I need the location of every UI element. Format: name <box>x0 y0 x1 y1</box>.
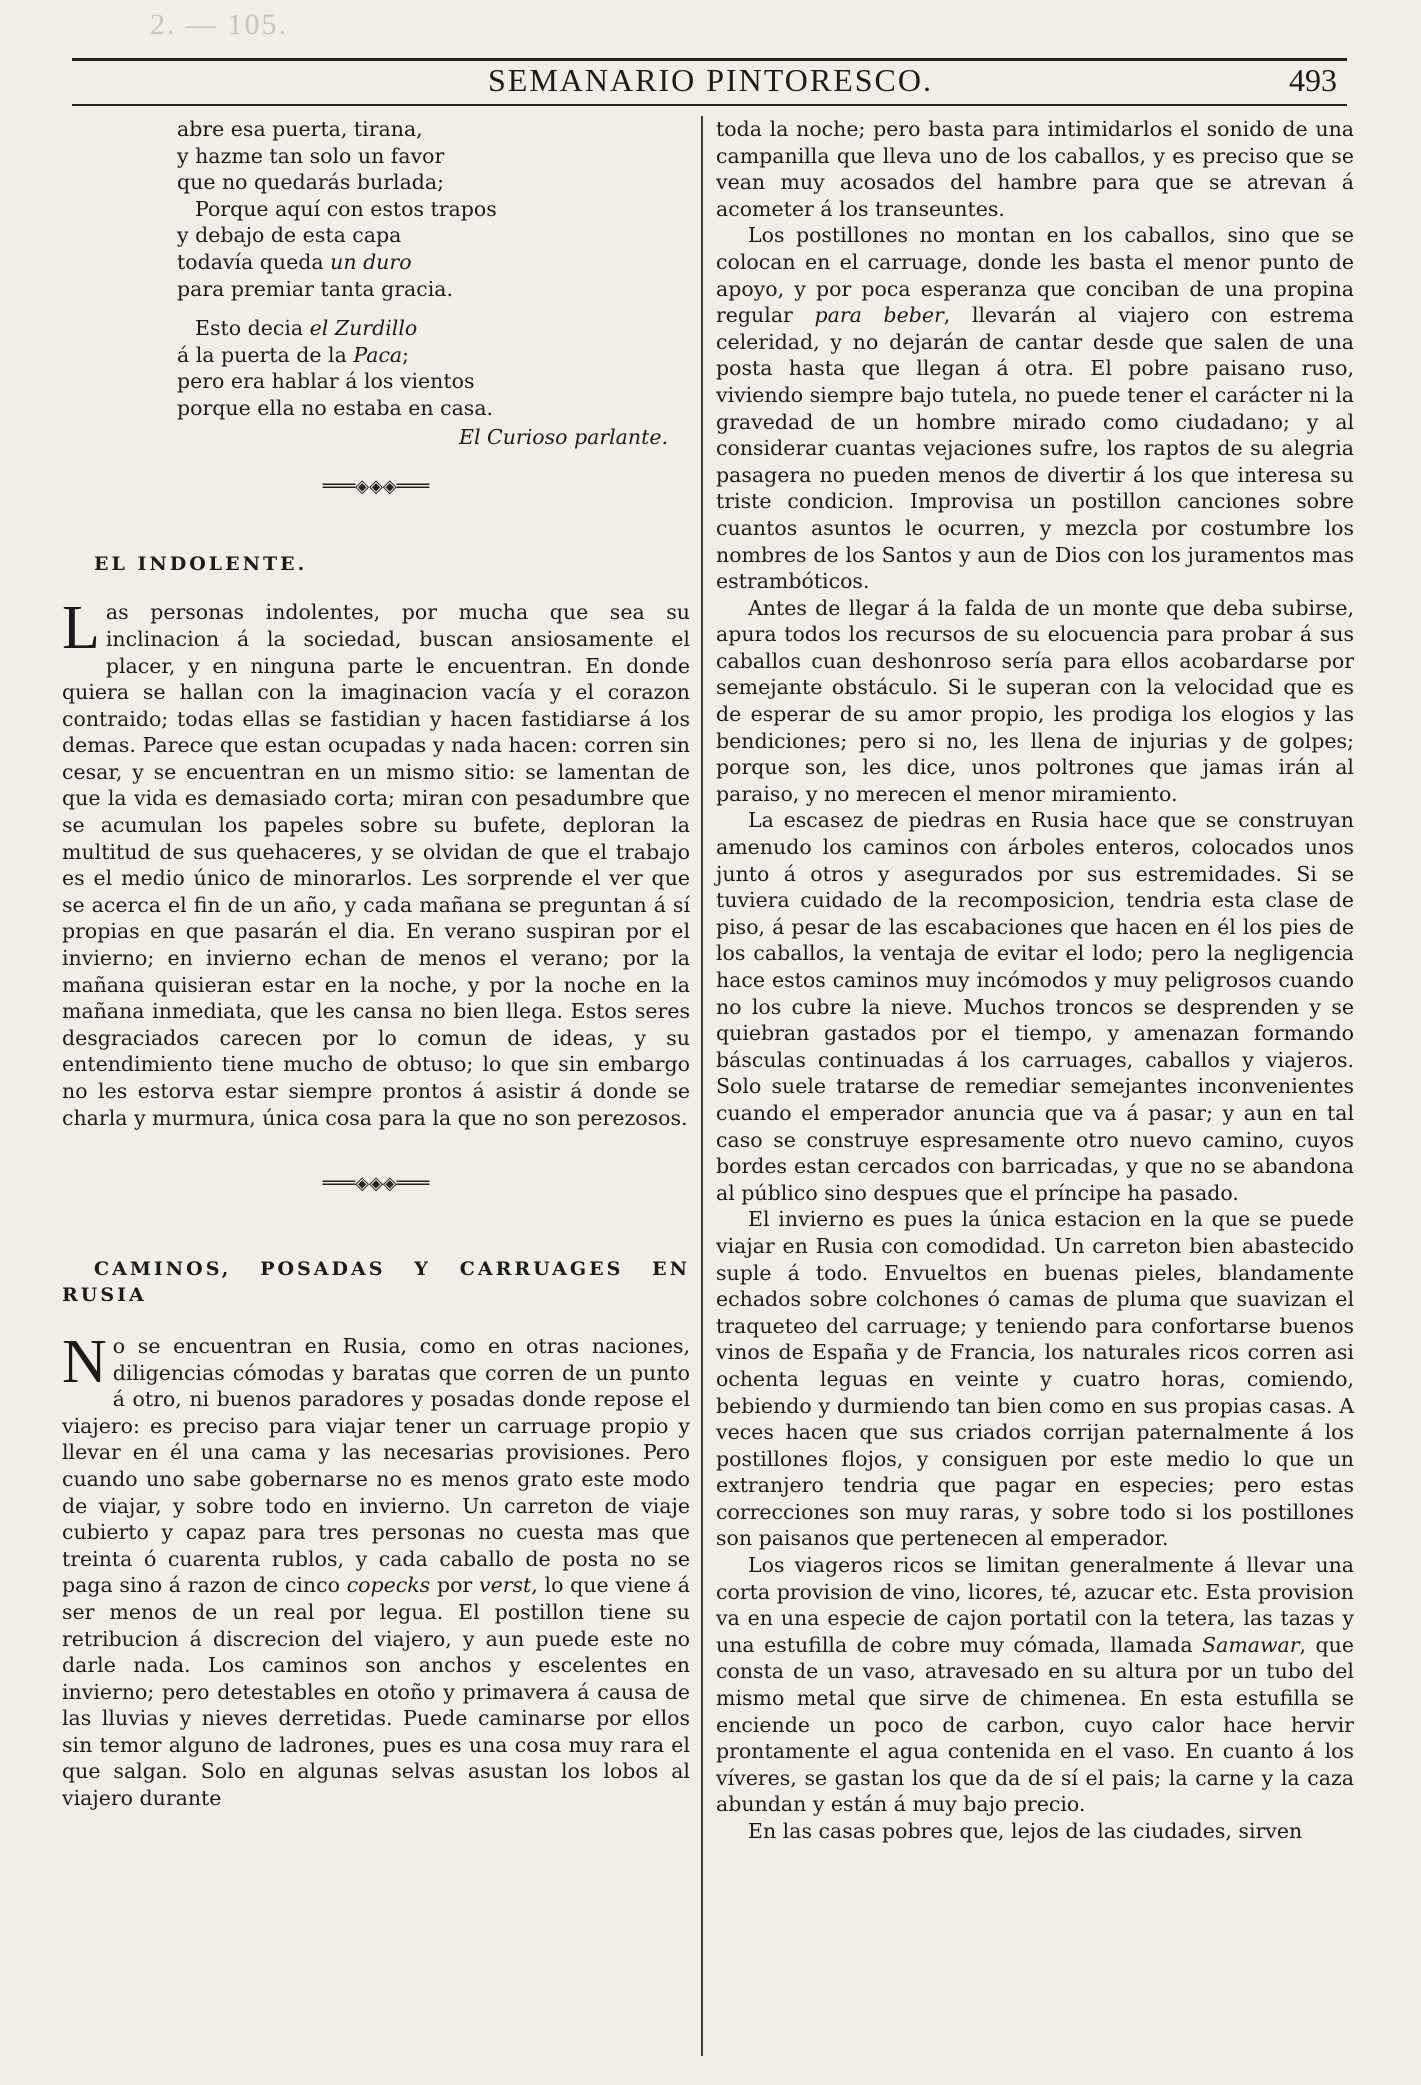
emphasis: verst <box>478 1573 532 1598</box>
article-paragraph <box>716 222 1354 594</box>
article-paragraph: La escasez de piedras en Rusia hace que se construyan amenudo los caminos con árboles enteros, colocados unos junto á otros y asegurados por sus estremidades. Si se tuviera cuidado de la recomposicion, tendria esta clase de piso, á pesar de las escabaciones que hacen en él los pies de los caballos, la ventaja de evitar el lodo; pero la negligencia hace estos caminos muy incómodos y muy peligrosos cuando no los cubre la nieve. Muchos troncos se desprenden y se quiebran gastados por el tiempo, y amenazan formando básculas continuadas á los carruages, caballos y viajeros. Solo suele tratarse de remediar semejantes inconvenientes cuando el emperador anuncia que va á pasar; y aun en tal caso se construye espresamente otro nuevo camino, cuyos bordes estan cercados con barricadas, y que no se abandona al público sino despues que el príncipe ha pasado. <box>716 808 1354 1205</box>
ornament: ═══◈◈◈═══ <box>322 1173 430 1195</box>
poem-emphasis: Paca <box>353 342 403 367</box>
paragraph-text: , llevarán al viajero con estrema celeridad, y no dejarán de cantar desde que salen de una posta hasta que llegan á otra. El pobre paisano ruso, viviendo siempre bajo tutela, no puede tener el carácter ni la gravedad de un hombre mirado como ciudadano; y al considerar cuantas vejaciones sufre, los raptos de su alegria pasagera no pueden menos de divertir á los que interesa su triste condicion. Improvisa un postillon canciones sobre cuantos asuntos le ocurren, y mezcla por costumbre los nombres de los Santos y aun de Dios con los juramentos mas estrambóticos. <box>716 303 1354 594</box>
page-number: 493 <box>1289 62 1337 98</box>
ornament: ═══◈◈◈═══ <box>322 476 430 498</box>
right-column <box>716 116 1354 1845</box>
section-title-indolente: EL INDOLENTE. <box>94 552 308 575</box>
emphasis: para beber <box>814 303 944 328</box>
article-paragraph <box>716 1552 1354 1818</box>
poem-line: abre esa puerta, tirana, <box>177 117 423 141</box>
poem-line <box>177 249 690 276</box>
emphasis: Samawar <box>1202 1632 1300 1657</box>
poem-text: Esto decia <box>195 316 304 341</box>
paragraph-text: as personas indolentes, por mucha que sea su inclinacion á la sociedad, buscan ansiosamente el placer, y en ninguna parte le encuentran. En donde quiera se hallan con la imaginacion vacía y el corazon contraido; todas ellas se fastidian y hacen fastidiarse á los demas. Parece que estan ocupadas y nada hacen: corren sin cesar, y se encuentran en un mismo sitio: se lamentan de que la vida es demasiado corta; miran con pesadumbre que se acumulan los papeles sobre su bufete, deploran la multitud de sus quehaceres, y se olvidan de que el trabajo es el medio único de minorarlos. Les sorprende el ver que se acerca el fin de un año, y cada mañana se preguntan á sí propias en que pasarán el dia. En verano suspiran por el invierno; en invierno echan de menos el verano; por la mañana quisieran estar en la noche, y por la noche en la mañana inmediata, que les cansa no bien llega. Estos seres desgraciados carecen por lo comun de ideas, y su entendimiento tiene mucho de obtuso; lo que sin embargo no les estorva estar siempre prontos á asistir á donde se charla y murmura, única cosa para la que no son perezosos. <box>62 600 690 1130</box>
poem-stanza-1 <box>177 116 690 302</box>
paragraph-text: , lo que viene á ser menos de un real por legua. El postillon tiene su retribucion á discrecion del viajero, y aun puede este no darle nada. Los caminos son anchos y escelentes en invierno; pero detestables en otoño y primavera á causa de las lluvias y nieves derretidas. Puede caminarse por ellos sin temor alguno de ladrones, pues es una cosa muy rara el que salgan. Solo en algunas selvas asustan los lobos al viajero durante <box>62 1573 690 1811</box>
column-divider <box>701 116 703 2056</box>
paragraph-text: Los postillones no montan en los caballos, sino que se colocan en el carruage, donde les basta el menor punto de apoyo, y por poca esperanza que conciban de una propina regular <box>716 223 1354 328</box>
paragraph-text: , que consta de un vaso, atravesado en su altura por un tubo del mismo metal que sirve de chimenea. En esta estufilla se enciende un poco de carbon, cuyo calor hace hervir prontamente el agua contenida en el vaso. En cuanto á los víveres, se gastan los que da de sí el pais; la carne y la caza abundan y están á muy bajo precio. <box>716 1632 1354 1817</box>
article-paragraph: Antes de llegar á la falda de un monte que deba subirse, apura todos los recursos de su elocuencia para probar á sus caballos cuan deshonroso sería para ellos acobardarse por semejante obstáculo. Si le superan con la velocidad que es de esperar de su amor propio, les prodiga los elogios y las bendiciones; pero si no, les llena de injurias y de golpes; porque son, les dice, unos poltrones que jamas irán al paraiso, y no merecen el menor miramiento. <box>716 595 1354 806</box>
poem-line: Porque aquí con estos trapos <box>195 196 497 221</box>
poem-line: que no quedarás burlada; <box>177 170 445 195</box>
drop-cap: N <box>62 1327 107 1396</box>
poem-stanza-2 <box>177 315 690 421</box>
poem-text: todavía queda <box>177 249 324 274</box>
article-paragraph <box>62 594 690 1131</box>
paragraph-text: Los viageros ricos se limitan generalmente á llevar una corta provision de vino, licores, té, azucar etc. Esta provision va en una especie de cajon portatil con la tetera, las tazas y una estufilla de cobre muy cómada, llamada <box>716 1553 1354 1657</box>
article-paragraph: toda la noche; pero basta para intimidarlos el sonido de una campanilla que lleva uno de los caballos, y es preciso que se vean muy acosados del hambre para que se atrevan á acometer á los transeuntes. <box>716 117 1354 221</box>
header-rule-bottom <box>72 104 1347 106</box>
article-paragraph: El invierno es pues la única estacion en la que se puede viajar en Rusia con comodidad. Un carreton bien abastecido suple á todo. Envueltos en buenas pieles, blandamente echados sobre colchones ó camas de pluma que suavizan el traqueteo del carruage; y teniendo para confortarse buenos vinos de España y de Francia, los naturales ricos corren asi ochenta leguas en veinte y cuatro horas, comiendo, bebiendo y durmiendo tan bien como en sus propias casas. A veces hacen que sus criados corrijan paternalmente á los postillones flojos, y consiguen por este medio lo que un extranjero tendria que pagar en especies; pero estas correcciones son muy raras, y sobre todo si los postillones son paisanos que pertenecen al emperador. <box>716 1207 1354 1551</box>
page-title: SEMANARIO PINTORESCO. <box>487 62 933 98</box>
poem-line: porque ella no estaba en casa. <box>177 395 494 420</box>
ornament-divider <box>62 1171 690 1198</box>
poem-text: ; <box>402 342 410 367</box>
poem-text: á la puerta de la <box>177 342 347 367</box>
article-paragraph <box>62 1327 690 1812</box>
poem-line <box>177 315 690 342</box>
poem-emphasis: el Zurdillo <box>309 316 418 341</box>
section-title-caminos: CAMINOS, POSADAS Y CARRUAGES EN RUSIA <box>62 1257 690 1307</box>
header-rule-top <box>72 58 1347 61</box>
poem-line <box>177 342 690 369</box>
author-signature: El Curioso parlante. <box>458 424 668 449</box>
paragraph-text: por <box>436 1573 473 1598</box>
poem-emphasis: un duro <box>330 249 412 274</box>
drop-cap: L <box>62 594 100 663</box>
poem-line: y hazme tan solo un favor <box>177 143 445 168</box>
ornament-divider <box>62 474 690 501</box>
emphasis: copecks <box>346 1573 431 1598</box>
article-paragraph: En las casas pobres que, lejos de las ciudades, sirven <box>748 1819 1303 1843</box>
paragraph-text: o se encuentran en Rusia, como en otras naciones, diligencias cómodas y baratas que corren de un punto á otro, ni buenos paradores y posadas donde repose el viajero: es preciso para viajar tener un carruage propio y llevar en él una cama y las necesarias provisiones. Pero cuando uno sabe gobernarse no es menos grato este modo de viajar, y sobre todo en invierno. Un carreton de viaje cubierto y capaz para tres personas no cuesta mas que treinta ó cuarenta rublos, y cada caballo de posta no se paga sino á razon de cinco <box>62 1333 690 1598</box>
poem-line: pero era hablar á los vientos <box>177 369 475 394</box>
faint-page-mark: 2. — 105. <box>150 8 288 41</box>
left-column <box>62 116 690 1812</box>
poem-line: y debajo de esta capa <box>177 223 402 248</box>
poem-line: para premiar tanta gracia. <box>177 276 454 301</box>
